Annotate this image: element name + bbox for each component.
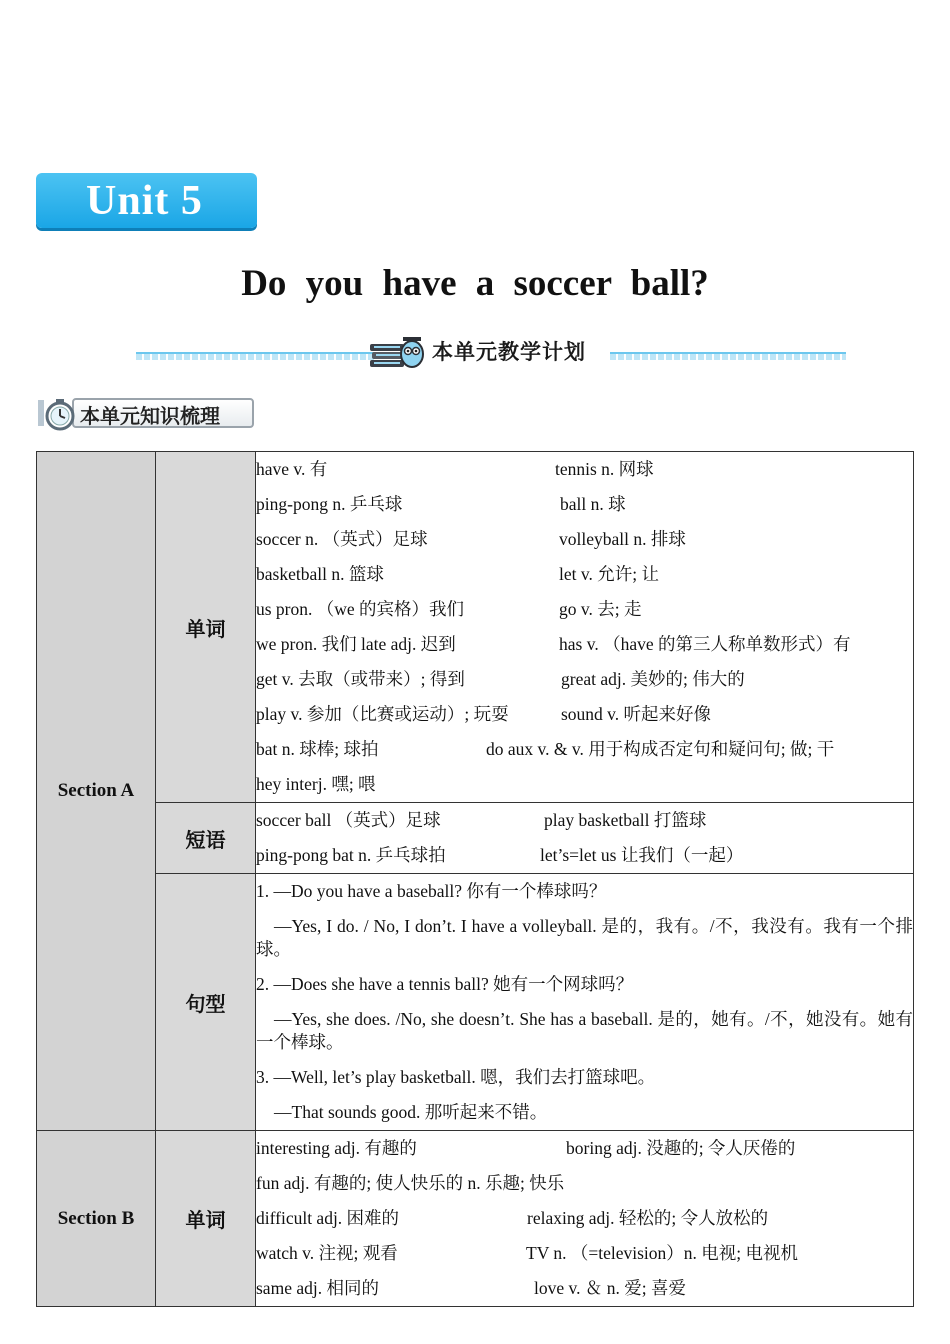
phrase-label: 短语 bbox=[156, 803, 256, 874]
vocab-item: interesting adj. 有趣的 bbox=[256, 1138, 417, 1158]
banner-line-left bbox=[136, 352, 376, 360]
table-row bbox=[37, 803, 914, 874]
vocab-item: have v. 有 bbox=[256, 459, 328, 479]
knowledge-table bbox=[36, 451, 914, 1307]
phrase-item: ping-pong bat n. 乒乓球拍 bbox=[256, 845, 446, 865]
vocab-item: go v. 去; 走 bbox=[559, 599, 642, 619]
vocab-item: hey interj. 嘿; 喂 bbox=[256, 774, 376, 794]
vocab-item: has v. （have 的第三人称单数形式）有 bbox=[559, 634, 851, 654]
vocab-row bbox=[256, 1201, 913, 1236]
banner-line-right bbox=[610, 352, 846, 360]
section-a-vocab bbox=[256, 452, 914, 803]
vocab-item: us pron. （we 的宾格）我们 bbox=[256, 599, 465, 619]
vocab-row bbox=[256, 487, 913, 522]
vocab-item: volleyball n. 排球 bbox=[559, 529, 686, 549]
vocab-item: bat n. 球棒; 球拍 bbox=[256, 739, 379, 759]
plan-banner bbox=[136, 330, 846, 374]
vocab-row bbox=[256, 592, 913, 627]
vocab-row bbox=[256, 1271, 913, 1306]
vocab-row bbox=[256, 452, 913, 487]
vocab-item: sound v. 听起来好像 bbox=[561, 704, 712, 724]
section-b-vocab bbox=[256, 1131, 914, 1307]
vocab-row bbox=[256, 522, 913, 557]
vocab-item: soccer n. （英式）足球 bbox=[256, 529, 428, 549]
table-row bbox=[37, 1131, 914, 1307]
vocab-item: boring adj. 没趣的; 令人厌倦的 bbox=[566, 1138, 796, 1158]
vocab-item: TV n. （=television）n. 电视; 电视机 bbox=[526, 1243, 799, 1263]
vocab-item: same adj. 相同的 bbox=[256, 1278, 379, 1298]
vocab-item: ball n. 球 bbox=[560, 494, 626, 514]
books-owl-icon bbox=[368, 334, 426, 370]
sentence-label: 句型 bbox=[156, 874, 256, 1131]
vocab-row bbox=[256, 1131, 913, 1166]
vocab-item: ping-pong n. 乒乓球 bbox=[256, 494, 403, 514]
knowledge-tag bbox=[36, 394, 256, 432]
phrase-row bbox=[256, 803, 913, 838]
section-a-phrases bbox=[256, 803, 914, 874]
sentence-line: —Yes, I do. / No, I don’t. I have a volleyball. 是的，我有。/不，我没有。我有一个排球。 bbox=[256, 916, 913, 959]
phrase-item: soccer ball （英式）足球 bbox=[256, 810, 441, 830]
vocab-row bbox=[256, 662, 913, 697]
sentence-line: —That sounds good. 那听起来不错。 bbox=[274, 1102, 548, 1122]
unit-badge: Unit 5 bbox=[36, 173, 257, 228]
vocab-item: get v. 去取（或带来）; 得到 bbox=[256, 669, 465, 689]
section-b-label: Section B bbox=[37, 1131, 156, 1307]
section-a-label: Section A bbox=[37, 452, 156, 1131]
vocab-item: love v. ＆ n. 爱; 喜爱 bbox=[534, 1278, 686, 1298]
phrase-item: let’s=let us 让我们（一起） bbox=[540, 845, 744, 865]
sentence-line: 2. —Does she have a tennis ball? 她有一个网球吗？ bbox=[256, 974, 634, 994]
vocab-label: 单词 bbox=[156, 1131, 256, 1307]
vocab-item: let v. 允许; 让 bbox=[559, 564, 659, 584]
clock-icon bbox=[36, 394, 76, 432]
vocab-item: relaxing adj. 轻松的; 令人放松的 bbox=[527, 1208, 769, 1228]
phrase-row bbox=[256, 838, 913, 873]
vocab-item: great adj. 美妙的; 伟大的 bbox=[561, 669, 745, 689]
vocab-item: basketball n. 篮球 bbox=[256, 564, 384, 584]
vocab-row bbox=[256, 1236, 913, 1271]
sentence-line: 1. —Do you have a baseball? 你有一个棒球吗？ bbox=[256, 881, 607, 901]
vocab-row bbox=[256, 767, 913, 802]
vocab-item: fun adj. 有趣的; 使人快乐的 n. 乐趣; 快乐 bbox=[256, 1173, 565, 1193]
section-a-sentences bbox=[256, 874, 914, 1131]
table-row bbox=[37, 874, 914, 1131]
sentence-line: 3. —Well, let’s play basketball. 嗯，我们去打篮球吧。 bbox=[256, 1067, 656, 1087]
vocab-row bbox=[256, 1166, 913, 1201]
vocab-item: watch v. 注视; 观看 bbox=[256, 1243, 398, 1263]
vocab-item: do aux v. & v. 用于构成否定句和疑问句; 做; 干 bbox=[486, 739, 835, 759]
phrase-item: play basketball 打篮球 bbox=[544, 810, 707, 830]
table-row bbox=[37, 452, 914, 803]
vocab-row bbox=[256, 557, 913, 592]
plan-banner-text: 本单元教学计划 bbox=[432, 340, 586, 364]
page-title: Do you have a soccer ball? bbox=[241, 263, 709, 304]
vocab-item: we pron. 我们 late adj. 迟到 bbox=[256, 634, 456, 654]
vocab-item: play v. 参加（比赛或运动）; 玩耍 bbox=[256, 704, 509, 724]
vocab-row bbox=[256, 627, 913, 662]
vocab-label: 单词 bbox=[156, 452, 256, 803]
vocab-row bbox=[256, 732, 913, 767]
knowledge-tag-text: 本单元知识梳理 bbox=[80, 404, 220, 428]
vocab-item: difficult adj. 困难的 bbox=[256, 1208, 400, 1228]
vocab-item: tennis n. 网球 bbox=[555, 459, 654, 479]
vocab-row bbox=[256, 697, 913, 732]
sentence-line: —Yes, she does. /No, she doesn’t. She has a baseball. 是的，她有。/不，她没有。她有一个棒球。 bbox=[256, 1009, 913, 1052]
